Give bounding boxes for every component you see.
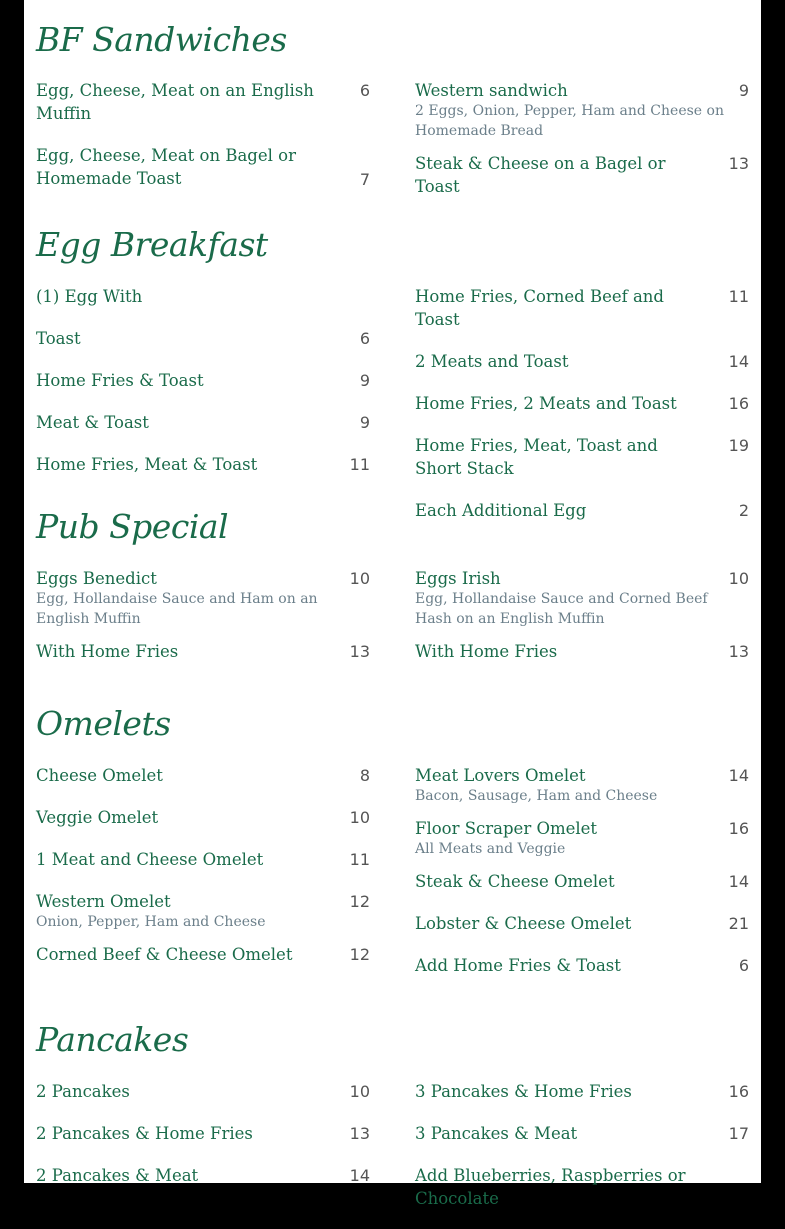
menu-item xyxy=(415,434,749,480)
menu-item xyxy=(415,817,749,859)
item-price: 12 xyxy=(349,945,370,964)
menu-item xyxy=(36,806,370,829)
left-column xyxy=(36,764,370,985)
menu-item xyxy=(415,912,749,935)
item-price: 7 xyxy=(359,170,370,189)
item-price: 6 xyxy=(359,81,370,100)
item-name: Eggs Benedict xyxy=(36,569,157,588)
item-price: 9 xyxy=(359,413,370,432)
item-name: 2 Pancakes & Home Fries xyxy=(36,1124,253,1143)
right-column xyxy=(415,1080,749,1229)
right-column xyxy=(415,79,749,217)
menu-item xyxy=(36,144,370,191)
menu-item xyxy=(415,350,749,373)
item-name: Home Fries, 2 Meats and Toast xyxy=(415,394,677,413)
item-price: 13 xyxy=(349,642,370,661)
item-price: 14 xyxy=(728,766,749,785)
item-price: 17 xyxy=(728,1124,749,1143)
item-name: Veggie Omelet xyxy=(36,808,159,827)
right-column xyxy=(415,764,749,996)
menu-item xyxy=(415,1164,749,1210)
menu-item xyxy=(36,1080,370,1103)
item-price: 11 xyxy=(728,287,749,306)
item-name: With Home Fries xyxy=(415,642,558,661)
item-price: 8 xyxy=(359,766,370,785)
menu-item xyxy=(36,848,370,871)
menu-page xyxy=(24,0,761,1208)
menu-item xyxy=(415,499,749,522)
item-name: Home Fries & Toast xyxy=(36,371,204,390)
item-name: Corned Beef & Cheese Omelet xyxy=(36,945,293,964)
section-title: Egg Breakfast xyxy=(36,225,268,264)
menu-item xyxy=(415,764,749,806)
item-name: Floor Scraper Omelet xyxy=(415,819,598,838)
item-name: (1) Egg With xyxy=(36,287,143,306)
left-column xyxy=(36,567,370,682)
menu-item xyxy=(415,79,749,141)
item-price: 13 xyxy=(728,154,749,173)
item-name: 1 Meat and Cheese Omelet xyxy=(36,850,264,869)
menu-item xyxy=(36,285,370,308)
item-description: 2 Eggs, Onion, Pepper, Ham and Cheese on Homemade Bread xyxy=(415,103,724,139)
left-column xyxy=(36,1080,370,1206)
section-title: Omelets xyxy=(36,704,171,743)
item-name: Home Fries, Corned Beef and Toast xyxy=(415,287,664,329)
menu-item xyxy=(36,369,370,392)
section-title: Pancakes xyxy=(36,1020,189,1059)
item-name: Toast xyxy=(36,329,81,348)
menu-item xyxy=(415,152,749,198)
item-price: 11 xyxy=(349,850,370,869)
item-name: 2 Pancakes xyxy=(36,1082,130,1101)
item-price: 2 xyxy=(738,501,749,520)
section-title: Pub Special xyxy=(36,507,229,546)
item-name: Eggs Irish xyxy=(415,569,501,588)
menu-item xyxy=(415,954,749,977)
item-price: 19 xyxy=(728,436,749,455)
item-name: 2 Meats and Toast xyxy=(415,352,569,371)
item-name: Steak & Cheese Omelet xyxy=(415,872,615,891)
right-column xyxy=(415,567,749,682)
item-name: With Home Fries xyxy=(36,642,179,661)
item-price: 9 xyxy=(738,81,749,100)
item-price: 14 xyxy=(728,872,749,891)
item-price: 13 xyxy=(349,1124,370,1143)
item-name: Western sandwich xyxy=(415,81,568,100)
item-name: Home Fries, Meat, Toast and Short Stack xyxy=(415,436,658,478)
item-name: Add Blueberries, Raspberries or Chocolate xyxy=(415,1166,686,1208)
item-price: 16 xyxy=(728,1082,749,1101)
item-price: 13 xyxy=(728,642,749,661)
item-name: Steak & Cheese on a Bagel or Toast xyxy=(415,154,666,196)
item-description: Onion, Pepper, Ham and Cheese xyxy=(36,914,266,930)
menu-item xyxy=(36,453,370,476)
item-description: All Meats and Veggie xyxy=(415,841,566,857)
left-column xyxy=(36,285,370,495)
menu-item xyxy=(415,567,749,629)
item-price: 6 xyxy=(359,329,370,348)
item-name: Add Home Fries & Toast xyxy=(415,956,621,975)
item-name: Home Fries, Meat & Toast xyxy=(36,455,258,474)
item-price: 6 xyxy=(738,956,749,975)
item-price: 9 xyxy=(359,371,370,390)
item-price: 11 xyxy=(349,455,370,474)
menu-item xyxy=(36,79,370,125)
menu-item xyxy=(36,890,370,932)
menu-item xyxy=(36,943,370,966)
menu-item xyxy=(36,764,370,787)
menu-item xyxy=(36,1122,370,1145)
item-price: 10 xyxy=(728,569,749,588)
item-name: Western Omelet xyxy=(36,892,171,911)
menu-item xyxy=(36,567,370,629)
item-name: Lobster & Cheese Omelet xyxy=(415,914,632,933)
item-price: 21 xyxy=(728,914,749,933)
menu-item xyxy=(415,1080,749,1103)
menu-item xyxy=(36,640,370,663)
item-name: Egg, Cheese, Meat on an English Muffin xyxy=(36,81,314,123)
item-price: 10 xyxy=(349,808,370,827)
item-name: 3 Pancakes & Home Fries xyxy=(415,1082,632,1101)
menu-item xyxy=(415,870,749,893)
item-name: Meat Lovers Omelet xyxy=(415,766,586,785)
right-column xyxy=(415,285,749,541)
menu-item xyxy=(415,640,749,663)
item-price: 10 xyxy=(349,569,370,588)
menu-item xyxy=(415,392,749,415)
item-name: Egg, Cheese, Meat on Bagel or Homemade Toast xyxy=(36,146,296,188)
menu-item xyxy=(36,327,370,350)
item-price: 12 xyxy=(349,892,370,911)
item-name: Meat & Toast xyxy=(36,413,149,432)
item-price: 14 xyxy=(728,352,749,371)
menu-item xyxy=(415,285,749,331)
item-price: 16 xyxy=(728,819,749,838)
item-description: Egg, Hollandaise Sauce and Corned Beef Hash on an English Muffin xyxy=(415,591,708,627)
section-title: BF Sandwiches xyxy=(36,20,287,59)
menu-item xyxy=(415,1122,749,1145)
item-price: 14 xyxy=(349,1166,370,1185)
left-column xyxy=(36,79,370,210)
item-name: 3 Pancakes & Meat xyxy=(415,1124,578,1143)
item-price: 10 xyxy=(349,1082,370,1101)
item-price: 16 xyxy=(728,394,749,413)
menu-item xyxy=(36,411,370,434)
item-description: Bacon, Sausage, Ham and Cheese xyxy=(415,788,658,804)
item-name: 2 Pancakes & Meat xyxy=(36,1166,199,1185)
menu-item xyxy=(36,1164,370,1187)
item-description: Egg, Hollandaise Sauce and Ham on an English Muffin xyxy=(36,591,318,627)
item-name: Cheese Omelet xyxy=(36,766,163,785)
item-name: Each Additional Egg xyxy=(415,501,587,520)
